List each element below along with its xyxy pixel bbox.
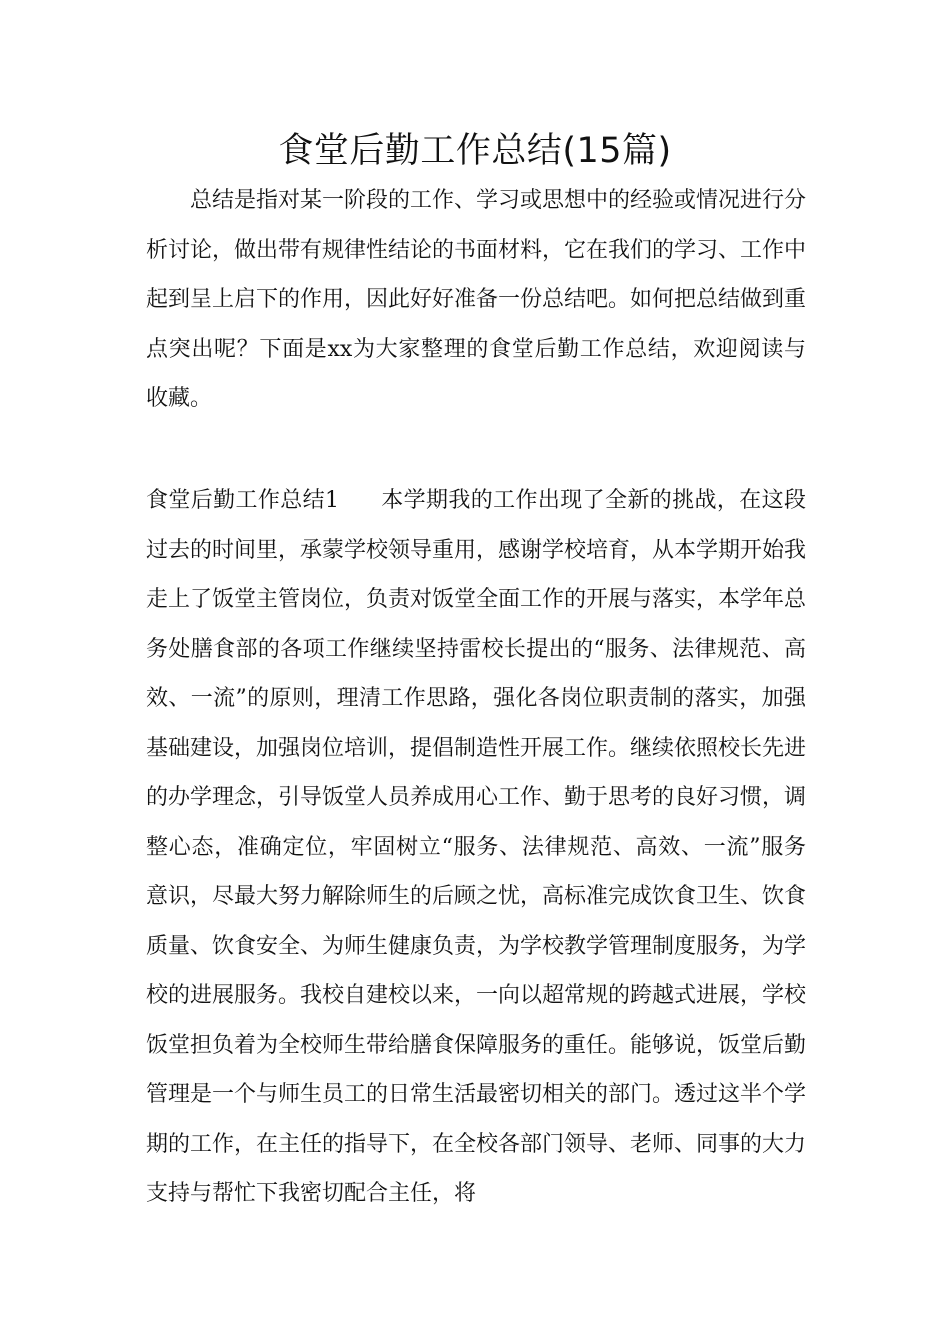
document-title: 食堂后勤工作总结(15篇) — [278, 131, 672, 171]
section-1-body: 本学期我的工作出现了全新的挑战，在这段过去的时间里，承蒙学校领导重用，感谢学校培育，从本学期开始我走上了饭堂主管岗位，负责对饭堂全面工作的开展与落实，本学年总务处膳食部的各项工作继续坚持雷校长提出的“服务、法律规范、高效、一流”的原则，理清工作思路，强化各岗位职责制的落实，加强基础建设，加强岗位培训，提倡制造性开展工作。继续依照校长先进的办学理念，引导饭堂人员养成用心工作、勤于思考的良好习惯，调整心态，准确定位，牢固树立“服务、法律规范、高效、一流”服务意识，尽最大努力解除师生的后顾之忧，高标准完成饮食卫生、饮食质量、饮食安全、为师生健康负责，为学校教学管理制度服务，为学校的进展服务。我校自建校以来，一向以超常规的跨越式进展，学校饭堂担负着为全校师生带给膳食保障服务的重任。能够说，饭堂后勤管理是一个与师生员工的日常生活最密切相关的部门。透过这半个学期的工作，在主任的指导下，在全校各部门领导、老师、同事的大力支持与帮忙下我密切配合主任，将 — [146, 488, 806, 1206]
section-1-heading: 食堂后勤工作总结1 — [146, 488, 340, 513]
intro-paragraph: 总结是指对某一阶段的工作、学习或思想中的经验或情况进行分析讨论，做出带有规律性结论的书面材料，它在我们的学习、工作中起到呈上启下的作用，因此好好准备一份总结吧。如何把总结做到重点突出呢？下面是xx为大家整理的食堂后勤工作总结，欢迎阅读与收藏。 — [146, 188, 807, 411]
section-1-paragraph — [146, 476, 806, 1236]
